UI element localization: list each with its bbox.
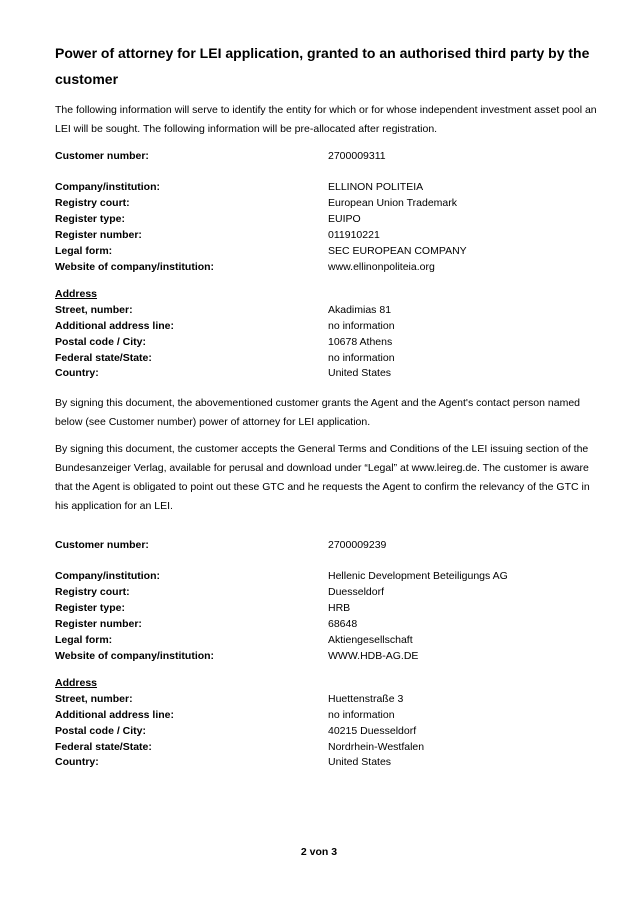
website-row	[55, 649, 605, 664]
field-label: Country:	[55, 756, 99, 768]
grant-paragraph: By signing this document, the abovementioned customer grants the Agent and the Agent's contact person named below (see Customer number) power of attorney for LEI application.	[55, 397, 581, 428]
register-number-row	[55, 617, 605, 632]
terms-paragraph: By signing this document, the customer accepts the General Terms and Conditions of the LEI issuing section of the Bundesanzeiger Verlag, available for perusal and download under “Legal” at www.leireg.de. The customer is aware that the Agent is obligated to point out these GTC and he requests the Agent to confirm the relevancy of the GTC in his application for an LEI.	[55, 443, 590, 512]
postal-city-row	[55, 724, 605, 739]
field-label: Register type:	[55, 213, 126, 225]
register-type-row	[55, 601, 605, 616]
page-number: 2 von 3	[300, 846, 338, 858]
customer-number-row	[55, 538, 605, 553]
field-value: 10678 Athens	[328, 336, 393, 348]
field-value: United States	[328, 756, 392, 768]
field-label: Legal form:	[55, 634, 113, 646]
field-value: EUIPO	[328, 213, 361, 225]
register-type-row	[55, 212, 605, 227]
address-heading: Address	[55, 677, 98, 689]
register-number-row	[55, 228, 605, 243]
field-label: Postal code / City:	[55, 336, 147, 348]
state-row	[55, 351, 605, 366]
field-value: ELLINON POLITEIA	[328, 181, 424, 193]
field-label: Register number:	[55, 618, 142, 630]
field-value: 2700009239	[328, 539, 387, 551]
field-label: Street, number:	[55, 693, 133, 705]
field-label: Website of company/institution:	[55, 261, 215, 273]
postal-city-row	[55, 335, 605, 350]
country-row	[55, 755, 605, 770]
field-label: Registry court:	[55, 197, 130, 209]
field-value: Duesseldorf	[328, 586, 385, 598]
field-value: Huettenstraße 3	[328, 693, 404, 705]
field-label: Customer number:	[55, 150, 149, 162]
field-value: 2700009311	[328, 150, 386, 162]
field-value: 011910221	[328, 229, 380, 241]
additional-address-row	[55, 708, 605, 723]
intro-paragraph: The following information will serve to identify the entity for which or for whose independent investment asset pool an LEI will be sought. The following information will be pre-allocated after registration.	[55, 104, 597, 135]
field-value: Aktiengesellschaft	[328, 634, 413, 646]
field-label: Customer number:	[55, 539, 149, 551]
legal-form-row	[55, 633, 605, 648]
street-row	[55, 692, 605, 707]
company-row	[55, 569, 605, 584]
additional-address-row	[55, 319, 605, 334]
customer-number-row	[55, 149, 605, 164]
registry-court-row	[55, 585, 605, 600]
field-label: Postal code / City:	[55, 725, 147, 737]
field-label: Website of company/institution:	[55, 650, 215, 662]
registry-court-row	[55, 196, 605, 211]
field-label: Registry court:	[55, 586, 130, 598]
field-value: WWW.HDB-AG.DE	[328, 650, 419, 662]
field-value: no information	[328, 709, 395, 721]
field-value: SEC EUROPEAN COMPANY	[328, 245, 467, 257]
field-label: Additional address line:	[55, 709, 175, 721]
field-value: www.ellinonpoliteia.org	[328, 261, 435, 273]
field-value: no information	[328, 320, 395, 332]
field-label: Company/institution:	[55, 570, 160, 582]
field-value: HRB	[328, 602, 351, 614]
field-value: United States	[328, 367, 392, 379]
street-row	[55, 303, 605, 318]
field-value: Akadimias 81	[328, 304, 392, 316]
state-row	[55, 740, 605, 755]
field-value: no information	[328, 352, 395, 364]
page-title: Power of attorney for LEI application, granted to an authorised third party by the customer	[55, 45, 590, 87]
field-value: 68648	[328, 618, 358, 630]
address-heading: Address	[55, 288, 98, 300]
field-label: Federal state/State:	[55, 741, 152, 753]
country-row	[55, 366, 605, 381]
field-label: Company/institution:	[55, 181, 160, 193]
field-label: Street, number:	[55, 304, 133, 316]
field-value: Nordrhein-Westfalen	[328, 741, 425, 753]
field-label: Register number:	[55, 229, 142, 241]
field-value: 40215 Duesseldorf	[328, 725, 417, 737]
field-label: Register type:	[55, 602, 126, 614]
field-label: Federal state/State:	[55, 352, 152, 364]
legal-form-row	[55, 244, 605, 259]
field-label: Legal form:	[55, 245, 113, 257]
field-label: Country:	[55, 367, 99, 379]
website-row	[55, 260, 605, 275]
field-value: European Union Trademark	[328, 197, 457, 209]
field-value: Hellenic Development Beteiligungs AG	[328, 570, 508, 582]
company-row	[55, 180, 605, 195]
field-label: Additional address line:	[55, 320, 175, 332]
